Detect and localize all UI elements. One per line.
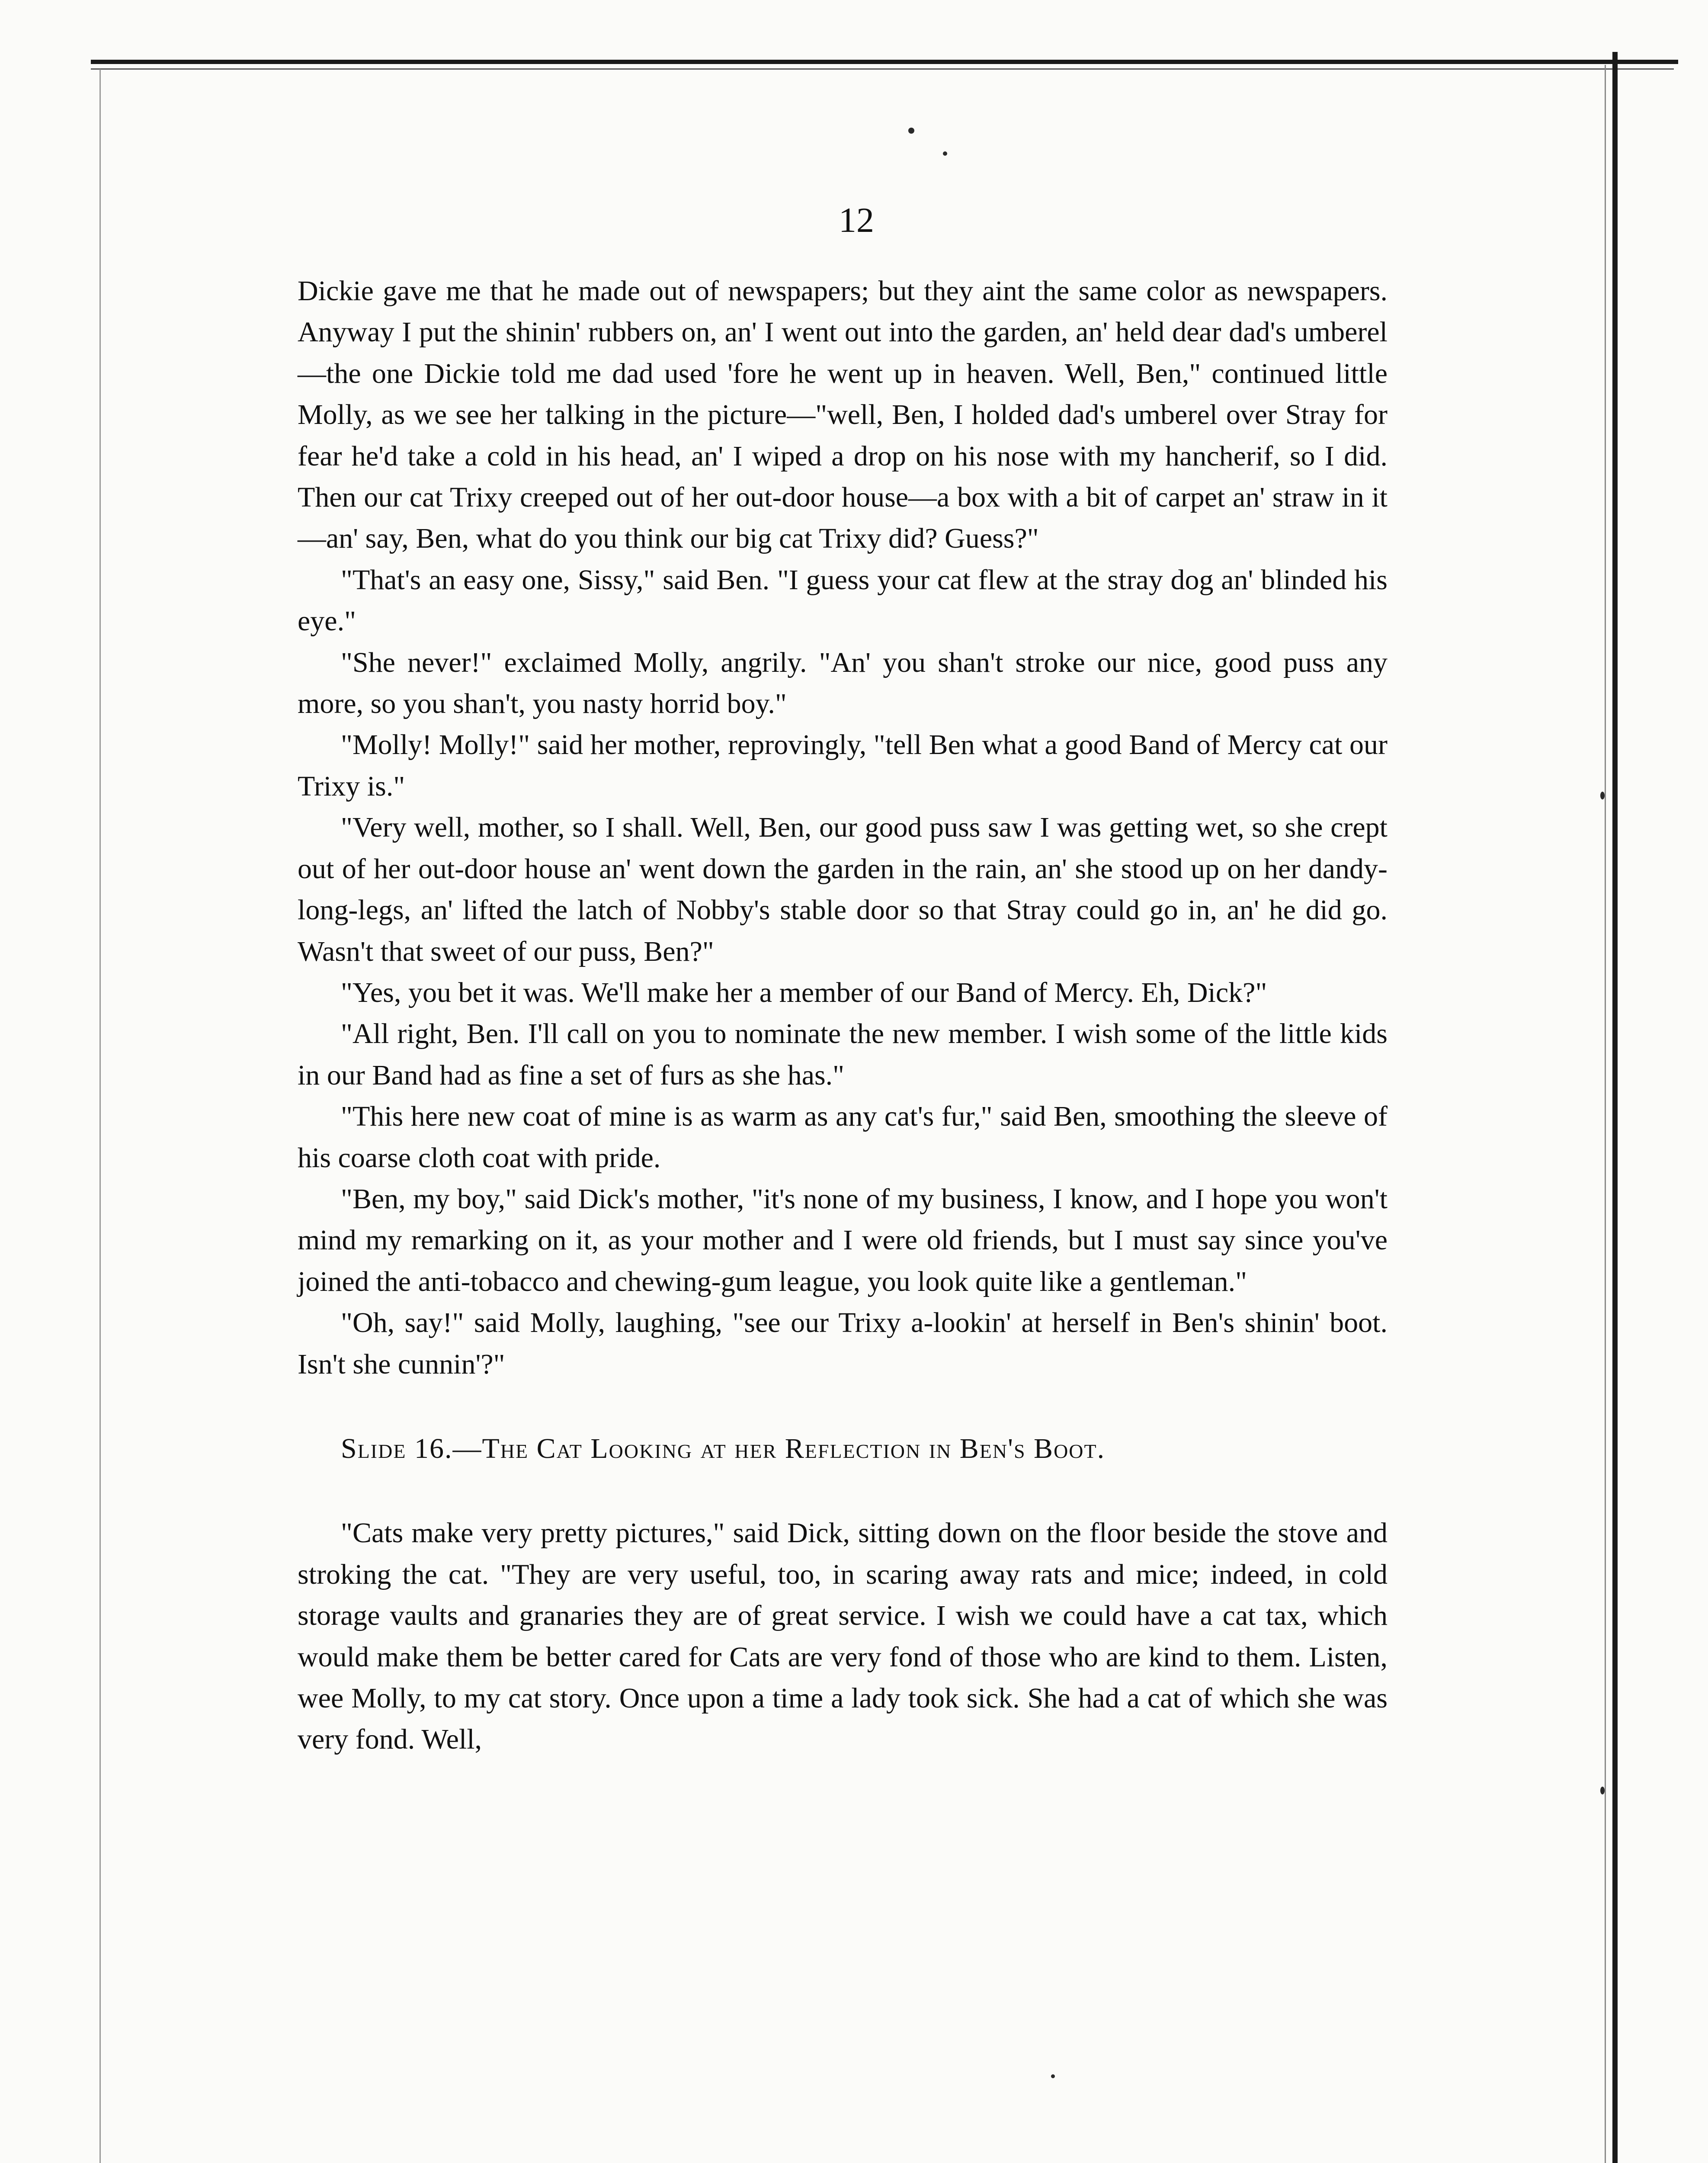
paragraph: Dickie gave me that he made out of newspapers; but they aint the same color as newspapers. Anyway I put the shinin' rubbers on, an' I went out into the garden, an' held dear dad's umberel—the one Dickie told me dad used 'fore he went up in heaven. Well, Ben," continued little Molly, as we see her talking in the picture—"well, Ben, I holded dad's umberel over Stray for fear he'd take a cold in his head, an' I wiped a drop on his nose with my hancherif, so I did. Then our cat Trixy creeped out of her out-door house—a box with a bit of carpet an' straw in it—an' say, Ben, what do you think our big cat Trixy did? Guess?" xyxy=(298,275,1388,555)
scan-speck xyxy=(1051,2074,1055,2078)
right-border-rule xyxy=(1612,52,1618,2163)
paragraph: "Cats make very pretty pictures," said Dick, sitting down on the floor beside the stove and stroking the cat. "They are very useful, too, in scaring away rats and mice; indeed, in cold storage vaults and granaries they are of great service. I wish we could have a cat tax, which would make them be better cared for Cats are very fond of those who are kind to them. Listen, wee Molly, to my cat story. Once upon a time a lady took sick. She had a cat of which she was very fond. Well, xyxy=(298,1517,1388,1755)
scan-speck xyxy=(943,151,947,156)
paragraph: "Yes, you bet it was. We'll make her a member of our Band of Mercy. Eh, Dick?" xyxy=(341,976,1267,1008)
scan-speck xyxy=(1600,1787,1605,1794)
scan-speck xyxy=(908,128,914,134)
paragraph: "She never!" exclaimed Molly, angrily. "An' you shan't stroke our nice, good puss any more, so you shan't, you nasty horrid boy." xyxy=(298,646,1388,720)
paragraph: "All right, Ben. I'll call on you to nominate the new member. I wish some of the little kids in our Band had as fine a set of furs as she has." xyxy=(298,1018,1388,1091)
top-border-rule xyxy=(91,60,1678,64)
paragraph: "Very well, mother, so I shall. Well, Ben, our good puss saw I was getting wet, so she crept out of her out-door house an' went down the garden in the rain, an' she stood up on her dandy-long-legs, an' lifted the latch of Nobby's stable door so that Stray could go in, an' he did go. Wasn't that sweet of our puss, Ben?" xyxy=(298,812,1388,967)
scan-speck xyxy=(1600,792,1605,799)
paragraph: "That's an easy one, Sissy," said Ben. "I guess your cat flew at the stray dog an' blinded his eye." xyxy=(298,564,1388,637)
paragraph: "Oh, say!" said Molly, laughing, "see our Trixy a-lookin' at herself in Ben's shinin' boot. Isn't she cunnin'?" xyxy=(298,1307,1388,1380)
right-border-rule-thin xyxy=(1605,65,1606,2163)
paragraph: "This here new coat of mine is as warm as any cat's fur," said Ben, smoothing the sleeve of his coarse cloth coat with pride. xyxy=(298,1101,1388,1174)
paragraph: "Ben, my boy," said Dick's mother, "it's none of my business, I know, and I hope you won't mind my remarking on it, as your mother and I were old friends, but I must say since you've joined the anti-tobacco and chewing-gum league, you look quite like a gentleman." xyxy=(298,1183,1388,1297)
body-text xyxy=(298,270,1388,1760)
top-border-rule-thin xyxy=(91,68,1674,70)
slide-heading: Slide 16.—The Cat Looking at her Reflection in Ben's Boot. xyxy=(341,1432,1106,1464)
page-number: 12 xyxy=(839,200,874,240)
paragraph: "Molly! Molly!" said her mother, reprovingly, "tell Ben what a good Band of Mercy cat our Trixy is." xyxy=(298,729,1388,802)
left-margin-rule xyxy=(99,69,101,2163)
